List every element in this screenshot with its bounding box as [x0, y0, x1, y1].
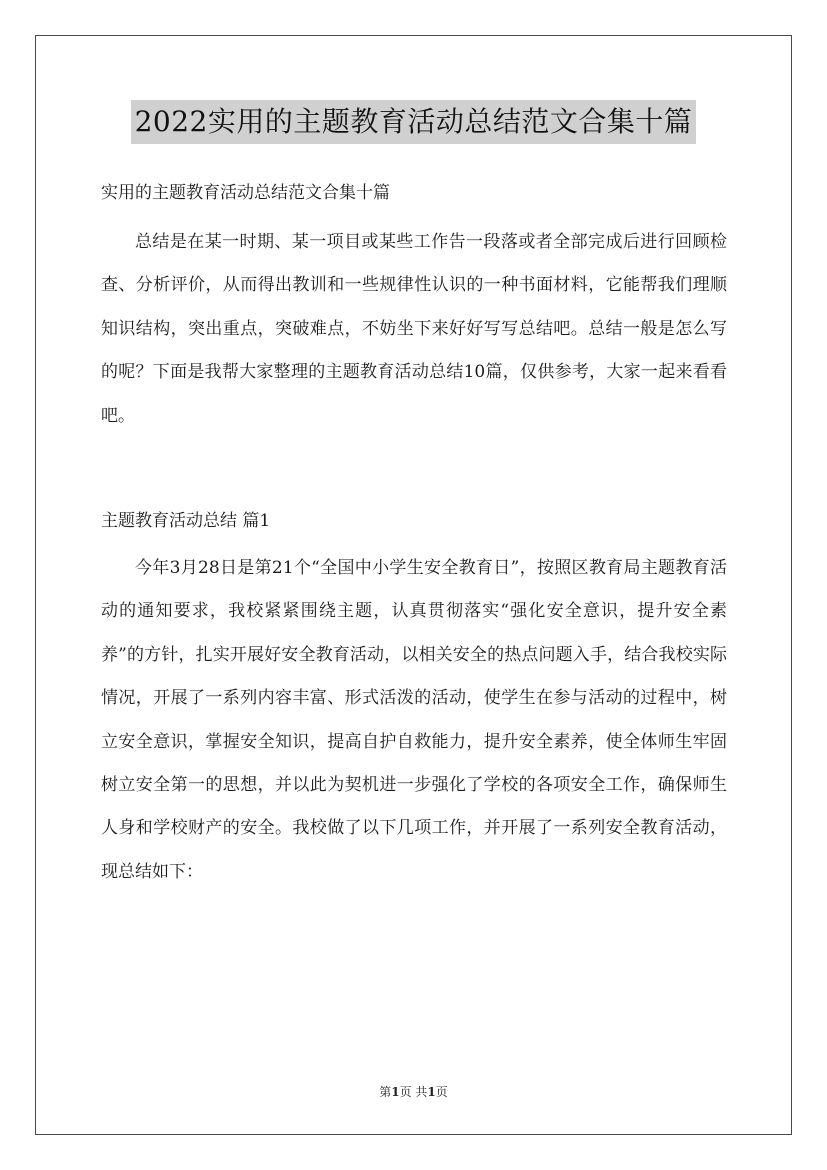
footer-page-mid: 页 共	[399, 1085, 428, 1099]
section-paragraph: 今年3月28日是第21个“全国中小学生安全教育日”，按照区教育局主题教育活动的通知要求，我校紧紧围绕主题，认真贯彻落实“强化安全意识，提升安全素养”的方针，扎实开展好安全教育活动，以相关安全的热点问题入手，结合我校实际情况，开展了一系列内容丰富、形式活泼的活动，使学生在参与活动的过程中，树立安全意识，掌握安全知识，提高自护自救能力，提升安全素养，使全体师生牢固树立安全第一的思想，并以此为契机进一步强化了学校的各项安全工作，确保师生人身和学校财产的安全。我校做了以下几项工作，并开展了一系列安全教育活动，现总结如下：	[101, 558, 727, 882]
section-heading: 主题教育活动总结 篇1	[101, 511, 271, 531]
page-footer	[0, 1083, 827, 1101]
footer-page-total: 1	[427, 1085, 436, 1099]
document-title: 2022实用的主题教育活动总结范文合集十篇	[131, 100, 697, 144]
footer-page-current: 1	[391, 1085, 400, 1099]
footer-page-suffix: 页	[435, 1085, 448, 1099]
intro-paragraph: 总结是在某一时期、某一项目或某些工作告一段落或者全部完成后进行回顾检查、分析评价，从而得出教训和一些规律性认识的一种书面材料，它能帮我们理顺知识结构，突出重点，突破难点，不妨坐下来好好写写总结吧。总结一般是怎么写的呢？下面是我帮大家整理的主题教育活动总结10篇，仅供参考，大家一起来看看吧。	[101, 232, 727, 426]
document-subtitle: 实用的主题教育活动总结范文合集十篇	[101, 183, 390, 203]
footer-page-prefix: 第	[379, 1085, 392, 1099]
title-container	[0, 100, 827, 144]
